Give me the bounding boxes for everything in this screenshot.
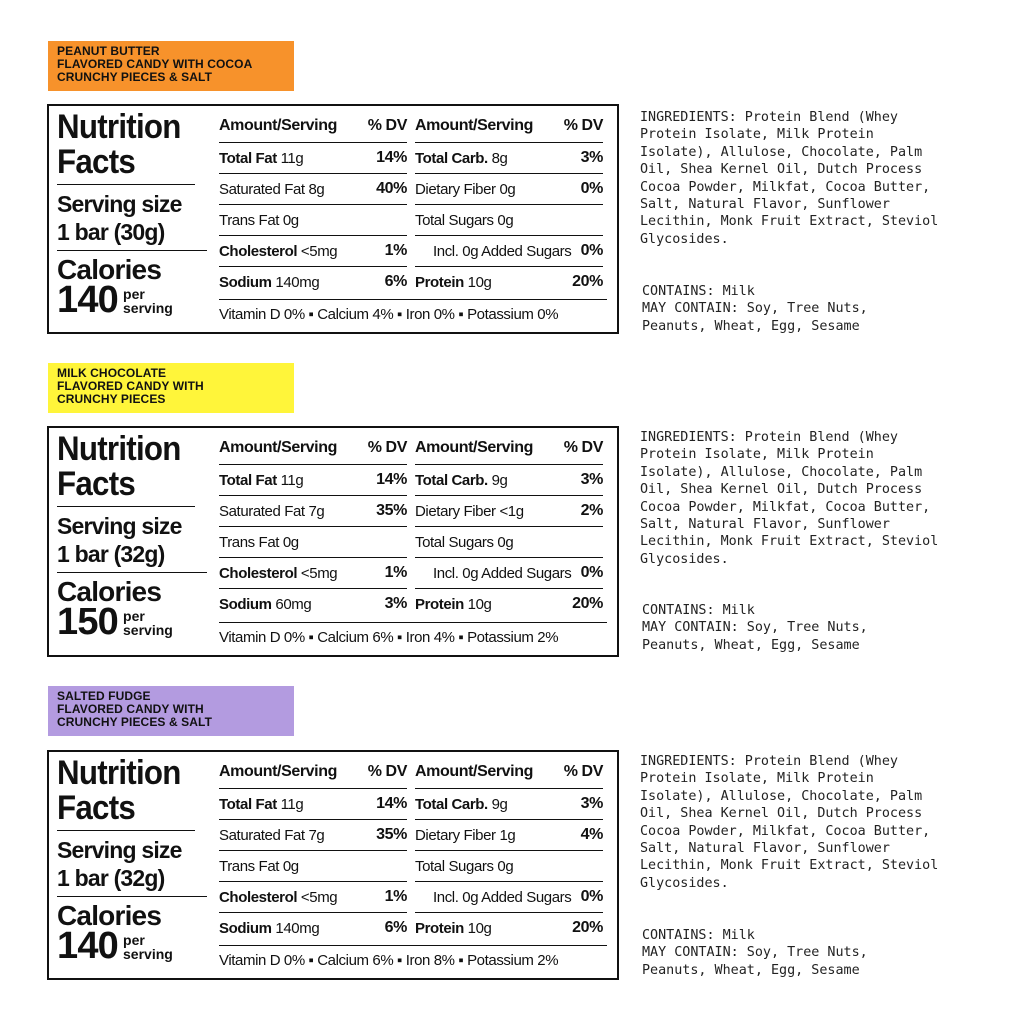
nutrient-row bbox=[415, 820, 603, 851]
nutrient-amount: 0g bbox=[282, 211, 299, 229]
nutrient-row bbox=[415, 789, 603, 820]
nutrient-amount: 9g bbox=[491, 795, 508, 813]
text-line: Salt, Natural Flavor, Sunflower bbox=[640, 841, 890, 857]
nutrient-name: Total Sugars bbox=[415, 533, 494, 551]
daily-value-header: % DV bbox=[563, 763, 603, 780]
nutrient-amount: <5mg bbox=[300, 242, 338, 260]
nutrient-row bbox=[415, 236, 603, 267]
allergen-text bbox=[642, 283, 1002, 335]
nutrient-name: Total Fat bbox=[219, 471, 277, 489]
nutrition-facts-title: Nutrition Facts bbox=[57, 110, 195, 185]
nutrient-row bbox=[415, 527, 603, 558]
text-line: CONTAINS: Milk bbox=[642, 928, 755, 943]
daily-value-header: % DV bbox=[367, 763, 407, 780]
nutrient-name: Dietary Fiber bbox=[415, 826, 496, 844]
nutrient-row bbox=[415, 174, 603, 205]
flavor-tag-line: CRUNCHY PIECES & SALT bbox=[57, 715, 213, 729]
serving-size-value: 1 bar (32g) bbox=[57, 865, 165, 891]
flavor-tag-line: FLAVORED CANDY WITH COCOA bbox=[57, 57, 253, 71]
flavor-tag bbox=[48, 686, 294, 736]
nutrient-column-right bbox=[415, 756, 603, 943]
nutrient-daily-value: 0% bbox=[580, 180, 603, 197]
nutrient-amount: 0g bbox=[282, 857, 299, 875]
text-line: INGREDIENTS: Protein Blend (Whey bbox=[640, 754, 898, 769]
nutrient-name: Total Fat bbox=[219, 149, 277, 167]
nutrient-daily-value: 1% bbox=[384, 242, 407, 259]
nutrient-name: Sodium bbox=[219, 595, 272, 613]
nutrient-column-left bbox=[219, 432, 407, 619]
nutrient-name: Total Sugars bbox=[415, 211, 494, 229]
text-line: Protein Isolate, Milk Protein bbox=[640, 771, 874, 787]
flavor-tag-line: CRUNCHY PIECES & SALT bbox=[57, 70, 213, 84]
nutrient-daily-value: 0% bbox=[580, 242, 603, 259]
nutrient-daily-value: 20% bbox=[572, 595, 603, 612]
nutrient-column-right bbox=[415, 110, 603, 297]
nutrient-row bbox=[415, 205, 603, 236]
nutrient-amount: 0g bbox=[497, 857, 514, 875]
text-line: Cocoa Powder, Milkfat, Cocoa Butter, bbox=[640, 499, 931, 515]
nutrient-amount: 8g bbox=[308, 180, 325, 198]
nutrient-column-left bbox=[219, 756, 407, 943]
calories-label: Calories bbox=[57, 576, 162, 607]
nutrient-daily-value: 20% bbox=[572, 919, 603, 936]
text-line: Glycosides. bbox=[640, 231, 729, 247]
text-line: Glycosides. bbox=[640, 551, 729, 567]
amount-serving-header: Amount/Serving bbox=[415, 439, 533, 456]
text-line: Isolate), Allulose, Chocolate, Palm bbox=[640, 788, 923, 804]
serving-size-value: 1 bar (32g) bbox=[57, 541, 165, 567]
nutrient-row bbox=[219, 589, 407, 619]
nutrient-daily-value: 2% bbox=[580, 502, 603, 519]
calories-value: 140 bbox=[57, 925, 119, 967]
nutrient-name: Trans Fat bbox=[219, 211, 280, 229]
amount-serving-header: Amount/Serving bbox=[219, 117, 337, 134]
nutrition-facts-panel bbox=[47, 104, 619, 334]
serving-size-label: Serving size bbox=[57, 513, 182, 539]
flavor-tag-line: PEANUT BUTTER bbox=[57, 44, 160, 58]
nutrient-name: Saturated Fat bbox=[219, 180, 305, 198]
nutrient-name: Trans Fat bbox=[219, 533, 280, 551]
amount-serving-header: Amount/Serving bbox=[415, 763, 533, 780]
nutrient-name: Total Carb. bbox=[415, 471, 488, 489]
nutrient-row bbox=[415, 913, 603, 943]
column-header bbox=[219, 756, 407, 789]
nutrient-column-left bbox=[219, 110, 407, 297]
nutrient-row bbox=[219, 558, 407, 589]
nutrient-name: Dietary Fiber bbox=[415, 180, 496, 198]
nutrient-name: Total Sugars bbox=[415, 857, 494, 875]
text-line: Cocoa Powder, Milkfat, Cocoa Butter, bbox=[640, 823, 931, 839]
text-line: Cocoa Powder, Milkfat, Cocoa Butter, bbox=[640, 179, 931, 195]
nutrient-row bbox=[415, 882, 603, 913]
text-line: Isolate), Allulose, Chocolate, Palm bbox=[640, 144, 923, 160]
calories-row bbox=[57, 925, 207, 967]
nutrition-summary bbox=[57, 430, 207, 643]
calories-row bbox=[57, 279, 207, 321]
nutrient-name: Trans Fat bbox=[219, 857, 280, 875]
flavor-tag-line: FLAVORED CANDY WITH bbox=[57, 379, 204, 393]
per-serving: per serving bbox=[123, 286, 173, 316]
ingredients-text bbox=[640, 753, 1000, 892]
nutrient-amount: 11g bbox=[280, 149, 304, 167]
serving-size bbox=[57, 831, 207, 897]
column-header bbox=[219, 110, 407, 143]
text-line: Lecithin, Monk Fruit Extract, Steviol bbox=[640, 858, 939, 874]
nutrient-daily-value: 14% bbox=[376, 795, 407, 812]
nutrient-name: Sodium bbox=[219, 919, 272, 937]
nutrient-row bbox=[219, 267, 407, 297]
nutrient-daily-value: 3% bbox=[580, 795, 603, 812]
text-line: INGREDIENTS: Protein Blend (Whey bbox=[640, 430, 898, 445]
calories-row bbox=[57, 601, 207, 643]
nutrient-row bbox=[415, 465, 603, 496]
nutrient-row bbox=[415, 496, 603, 527]
text-line: Oil, Shea Kernel Oil, Dutch Process bbox=[640, 482, 923, 498]
vitamins-minerals: Vitamin D 0% ▪ Calcium 6% ▪ Iron 4% ▪ Potassium 2% bbox=[219, 622, 607, 651]
nutrient-daily-value: 3% bbox=[384, 595, 407, 612]
nutrient-name: Incl. 0g Added Sugars bbox=[433, 242, 572, 260]
nutrient-amount: 1g bbox=[499, 826, 516, 844]
daily-value-header: % DV bbox=[563, 117, 603, 134]
nutrient-amount: 7g bbox=[308, 826, 325, 844]
ingredients-text bbox=[640, 109, 1000, 248]
nutrient-name: Saturated Fat bbox=[219, 826, 305, 844]
serving-size bbox=[57, 185, 207, 251]
text-line: Salt, Natural Flavor, Sunflower bbox=[640, 517, 890, 533]
nutrient-amount: 0g bbox=[497, 533, 514, 551]
daily-value-header: % DV bbox=[563, 439, 603, 456]
nutrient-name: Total Carb. bbox=[415, 795, 488, 813]
text-line: Peanuts, Wheat, Egg, Sesame bbox=[642, 637, 860, 653]
nutrient-name: Protein bbox=[415, 273, 464, 291]
nutrient-row bbox=[219, 496, 407, 527]
nutrient-daily-value: 35% bbox=[376, 502, 407, 519]
nutrient-row bbox=[415, 267, 603, 297]
nutrient-amount: <5mg bbox=[300, 564, 338, 582]
nutrient-row bbox=[219, 143, 407, 174]
text-line: Glycosides. bbox=[640, 875, 729, 891]
nutrient-amount: 11g bbox=[280, 471, 304, 489]
text-line: CONTAINS: Milk bbox=[642, 284, 755, 299]
daily-value-header: % DV bbox=[367, 439, 407, 456]
nutrient-amount: 10g bbox=[467, 595, 492, 613]
text-line: Salt, Natural Flavor, Sunflower bbox=[640, 197, 890, 213]
nutrient-row bbox=[219, 527, 407, 558]
nutrient-row bbox=[219, 236, 407, 267]
text-line: MAY CONTAIN: Soy, Tree Nuts, bbox=[642, 945, 868, 961]
text-line: Protein Isolate, Milk Protein bbox=[640, 447, 874, 463]
per-serving: per serving bbox=[123, 932, 173, 962]
column-header bbox=[415, 432, 603, 465]
nutrient-daily-value: 4% bbox=[580, 826, 603, 843]
nutrient-name: Sodium bbox=[219, 273, 272, 291]
nutrient-amount: 0g bbox=[499, 180, 516, 198]
nutrient-amount: 11g bbox=[280, 795, 304, 813]
nutrient-daily-value: 6% bbox=[384, 273, 407, 290]
serving-size-label: Serving size bbox=[57, 837, 182, 863]
per-serving: per serving bbox=[123, 608, 173, 638]
nutrient-amount: 0g bbox=[497, 211, 514, 229]
nutrient-name: Cholesterol bbox=[219, 888, 298, 906]
nutrient-amount: 9g bbox=[491, 471, 508, 489]
text-line: Oil, Shea Kernel Oil, Dutch Process bbox=[640, 806, 923, 822]
nutrient-name: Incl. 0g Added Sugars bbox=[433, 888, 572, 906]
calories-value: 150 bbox=[57, 601, 119, 643]
flavor-tag-line: CRUNCHY PIECES bbox=[57, 392, 166, 406]
nutrition-facts-title: Nutrition Facts bbox=[57, 432, 195, 507]
nutrient-daily-value: 3% bbox=[580, 149, 603, 166]
calories-label: Calories bbox=[57, 900, 162, 931]
flavor-tag-line: MILK CHOCOLATE bbox=[57, 366, 167, 380]
nutrient-name: Protein bbox=[415, 919, 464, 937]
nutrient-daily-value: 40% bbox=[376, 180, 407, 197]
nutrient-row bbox=[415, 851, 603, 882]
nutrient-row bbox=[415, 589, 603, 619]
nutrient-daily-value: 14% bbox=[376, 149, 407, 166]
calories-label: Calories bbox=[57, 254, 162, 285]
text-line: Peanuts, Wheat, Egg, Sesame bbox=[642, 318, 860, 334]
nutrient-row bbox=[219, 465, 407, 496]
nutrient-daily-value: 14% bbox=[376, 471, 407, 488]
nutrient-name: Protein bbox=[415, 595, 464, 613]
amount-serving-header: Amount/Serving bbox=[415, 117, 533, 134]
nutrient-daily-value: 0% bbox=[580, 564, 603, 581]
flavor-tag-line: SALTED FUDGE bbox=[57, 689, 151, 703]
nutrient-row bbox=[219, 820, 407, 851]
nutrient-row bbox=[219, 882, 407, 913]
flavor-tag bbox=[48, 41, 294, 91]
nutrient-daily-value: 1% bbox=[384, 888, 407, 905]
nutrient-row bbox=[219, 789, 407, 820]
ingredients-text bbox=[640, 429, 1000, 568]
nutrient-daily-value: 0% bbox=[580, 888, 603, 905]
amount-serving-header: Amount/Serving bbox=[219, 439, 337, 456]
nutrient-row bbox=[219, 174, 407, 205]
text-line: MAY CONTAIN: Soy, Tree Nuts, bbox=[642, 620, 868, 636]
nutrition-facts-panel bbox=[47, 750, 619, 980]
text-line: MAY CONTAIN: Soy, Tree Nuts, bbox=[642, 301, 868, 317]
nutrient-daily-value: 6% bbox=[384, 919, 407, 936]
nutrition-summary bbox=[57, 754, 207, 967]
text-line: Protein Isolate, Milk Protein bbox=[640, 127, 874, 143]
nutrient-name: Incl. 0g Added Sugars bbox=[433, 564, 572, 582]
nutrient-amount: 10g bbox=[467, 273, 492, 291]
serving-size bbox=[57, 507, 207, 573]
allergen-text bbox=[642, 927, 1002, 979]
text-line: Lecithin, Monk Fruit Extract, Steviol bbox=[640, 534, 939, 550]
nutrient-amount: 140mg bbox=[275, 919, 320, 937]
column-header bbox=[415, 110, 603, 143]
text-line: Peanuts, Wheat, Egg, Sesame bbox=[642, 962, 860, 978]
nutrient-name: Dietary Fiber bbox=[415, 502, 496, 520]
nutrient-amount: 0g bbox=[282, 533, 299, 551]
nutrient-row bbox=[415, 558, 603, 589]
nutrient-amount: 140mg bbox=[275, 273, 320, 291]
daily-value-header: % DV bbox=[367, 117, 407, 134]
text-line: Oil, Shea Kernel Oil, Dutch Process bbox=[640, 162, 923, 178]
nutrient-amount: 60mg bbox=[275, 595, 312, 613]
column-header bbox=[415, 756, 603, 789]
flavor-tag-line: FLAVORED CANDY WITH bbox=[57, 702, 204, 716]
nutrition-facts-title: Nutrition Facts bbox=[57, 756, 195, 831]
nutrient-amount: <1g bbox=[499, 502, 524, 520]
nutrient-row bbox=[219, 851, 407, 882]
text-line: Lecithin, Monk Fruit Extract, Steviol bbox=[640, 214, 939, 230]
nutrient-amount: 10g bbox=[467, 919, 492, 937]
serving-size-value: 1 bar (30g) bbox=[57, 219, 165, 245]
nutrient-daily-value: 20% bbox=[572, 273, 603, 290]
text-line: Isolate), Allulose, Chocolate, Palm bbox=[640, 464, 923, 480]
nutrient-daily-value: 3% bbox=[580, 471, 603, 488]
nutrient-name: Cholesterol bbox=[219, 242, 298, 260]
nutrient-name: Saturated Fat bbox=[219, 502, 305, 520]
serving-size-label: Serving size bbox=[57, 191, 182, 217]
allergen-text bbox=[642, 602, 1002, 654]
nutrient-daily-value: 35% bbox=[376, 826, 407, 843]
amount-serving-header: Amount/Serving bbox=[219, 763, 337, 780]
nutrient-name: Cholesterol bbox=[219, 564, 298, 582]
nutrient-row bbox=[219, 205, 407, 236]
nutrient-name: Total Fat bbox=[219, 795, 277, 813]
nutrient-amount: <5mg bbox=[300, 888, 338, 906]
nutrient-amount: 8g bbox=[491, 149, 508, 167]
text-line: INGREDIENTS: Protein Blend (Whey bbox=[640, 110, 898, 125]
vitamins-minerals: Vitamin D 0% ▪ Calcium 4% ▪ Iron 0% ▪ Potassium 0% bbox=[219, 299, 607, 328]
nutrient-amount: 7g bbox=[308, 502, 325, 520]
calories-value: 140 bbox=[57, 279, 119, 321]
nutrient-row bbox=[415, 143, 603, 174]
vitamins-minerals: Vitamin D 0% ▪ Calcium 6% ▪ Iron 8% ▪ Potassium 2% bbox=[219, 945, 607, 974]
nutrition-summary bbox=[57, 108, 207, 321]
flavor-tag bbox=[48, 363, 294, 413]
nutrient-row bbox=[219, 913, 407, 943]
nutrient-name: Total Carb. bbox=[415, 149, 488, 167]
text-line: CONTAINS: Milk bbox=[642, 603, 755, 618]
nutrient-column-right bbox=[415, 432, 603, 619]
column-header bbox=[219, 432, 407, 465]
nutrient-daily-value: 1% bbox=[384, 564, 407, 581]
nutrition-facts-panel bbox=[47, 426, 619, 657]
